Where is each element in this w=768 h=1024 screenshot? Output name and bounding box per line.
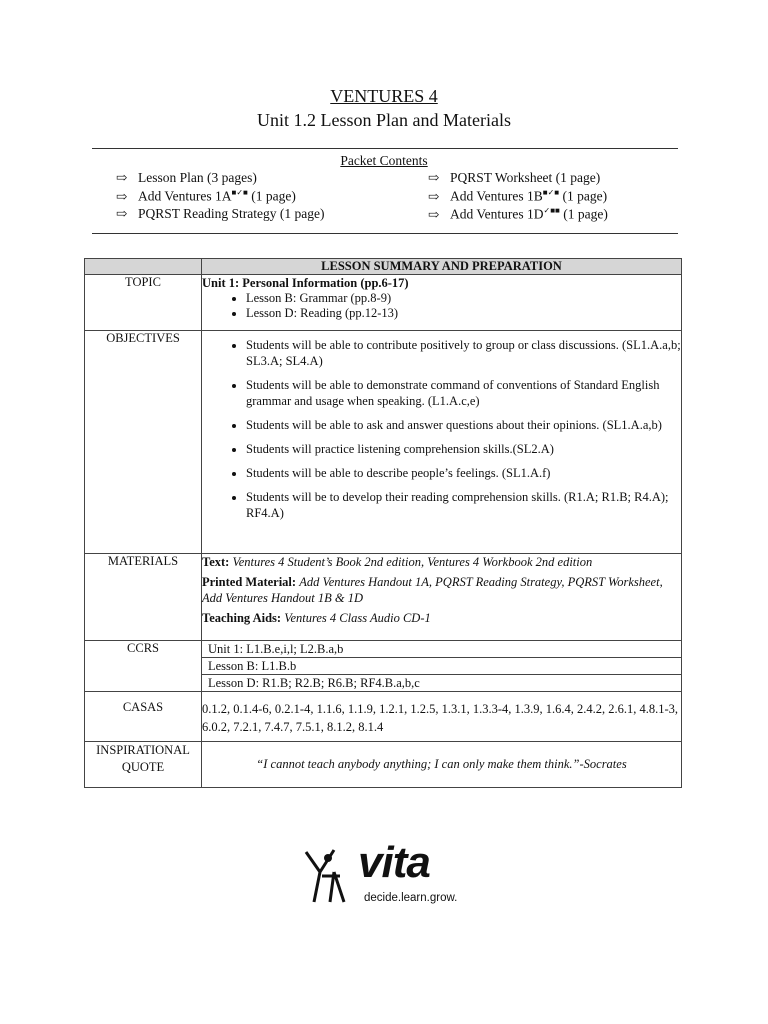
doc-title: VENTURES 4 <box>330 86 438 106</box>
list-item: • Students will be able to ask and answer questions about their opinions. (SL1.A.a,b) <box>246 417 681 433</box>
packet-item: ⇨ Lesson Plan (3 pages) <box>116 170 257 185</box>
packet-item: ⇨ PQRST Reading Strategy (1 page) <box>116 206 325 221</box>
topic-label: TOPIC <box>85 275 202 331</box>
materials-label: MATERIALS <box>85 554 202 641</box>
quote-text: “I cannot teach anybody anything; I can only make them think.”-Socrates <box>202 742 682 788</box>
packet-item: ⇨ PQRST Worksheet (1 page) <box>428 170 601 185</box>
materials-printed: Printed Material: Add Ventures Handout 1A, PQRST Reading Strategy, PQRST Worksheet, Add Ventures Handout 1B & 1D <box>202 575 663 605</box>
list-item: • Students will practice listening comprehension skills.(SL2.A) <box>246 441 681 457</box>
arrow-icon: ⇨ <box>428 206 440 222</box>
packet-item: ⇨ Add Ventures 1D✓■■ (1 page) <box>428 206 608 222</box>
ccrs-lesson-d: Lesson D: R1.B; R2.B; R6.B; RF4.B.a,b,c <box>208 676 420 690</box>
packet-heading: Packet Contents <box>340 153 428 168</box>
table-header-row <box>85 259 682 275</box>
objectives-list <box>202 337 681 521</box>
materials-aids: Teaching Aids: Ventures 4 Class Audio CD-1 <box>202 611 431 625</box>
materials-row <box>85 554 682 641</box>
doc-subtitle: Unit 1.2 Lesson Plan and Materials <box>257 110 511 130</box>
list-item: • Students will be able to describe people’s feelings. (SL1.A.f) <box>246 465 681 481</box>
arrow-icon: ⇨ <box>428 188 440 204</box>
arrow-icon: ⇨ <box>116 170 128 185</box>
ccrs-row <box>85 641 682 692</box>
list-item: • Lesson D: Reading (pp.12-13) <box>246 306 681 321</box>
arrow-icon: ⇨ <box>116 188 128 204</box>
ccrs-label: CCRS <box>85 641 202 692</box>
objectives-row <box>85 331 682 554</box>
topic-row <box>85 275 682 331</box>
topic-title: Unit 1: Personal Information (pp.6-17) <box>202 276 409 290</box>
packet-item: ⇨ Add Ventures 1A■✓■ (1 page) <box>116 188 296 204</box>
vita-logo <box>300 838 470 916</box>
logo-wordmark: vita <box>358 838 430 887</box>
objectives-label: OBJECTIVES <box>85 331 202 554</box>
list-item: • Students will be able to demonstrate command of conventions of Standard English grammar and usage when speaking. (L1.A.c,e) <box>246 377 681 409</box>
arrow-icon: ⇨ <box>428 170 440 185</box>
quote-row <box>85 742 682 788</box>
table-header: LESSON SUMMARY AND PREPARATION <box>202 259 682 275</box>
logo-tagline: decide.learn.grow. <box>364 892 458 904</box>
list-item: • Lesson B: Grammar (pp.8-9) <box>246 291 681 306</box>
casas-row <box>85 692 682 742</box>
casas-value: 0.1.2, 0.1.4-6, 0.2.1-4, 1.1.6, 1.1.9, 1.2.1, 1.2.5, 1.3.1, 1.3.3-4, 1.3.9, 1.6.4, 2.4.2, 2.6.1, 4.8.1-3, 6.0.2, 7.2.1, 7.4.7, 7.5.1, 8.1.2, 8.1.4 <box>202 692 682 742</box>
topic-list <box>202 291 681 321</box>
quote-label: INSPIRATIONAL QUOTE <box>85 742 202 788</box>
rule-bottom <box>92 233 678 234</box>
ccrs-unit: Unit 1: L1.B.e,i,l; L2.B.a,b <box>202 641 681 658</box>
lesson-table <box>84 258 682 788</box>
arrow-icon: ⇨ <box>116 206 128 221</box>
list-item: • Students will be to develop their reading comprehension skills. (R1.A; R1.B; R4.A); RF4.A) <box>246 489 681 521</box>
packet-item: ⇨ Add Ventures 1B■✓■ (1 page) <box>428 188 608 204</box>
figure-icon <box>300 846 360 908</box>
ccrs-lesson-b: Lesson B: L1.B.b <box>202 658 681 675</box>
casas-label: CASAS <box>85 692 202 742</box>
rule-top <box>92 148 678 149</box>
list-item: • Students will be able to contribute positively to group or class discussions. (SL1.A.a,b; SL3.A; SL4.A) <box>246 337 681 369</box>
materials-text: Text: Ventures 4 Student’s Book 2nd edition, Ventures 4 Workbook 2nd edition <box>202 555 593 569</box>
